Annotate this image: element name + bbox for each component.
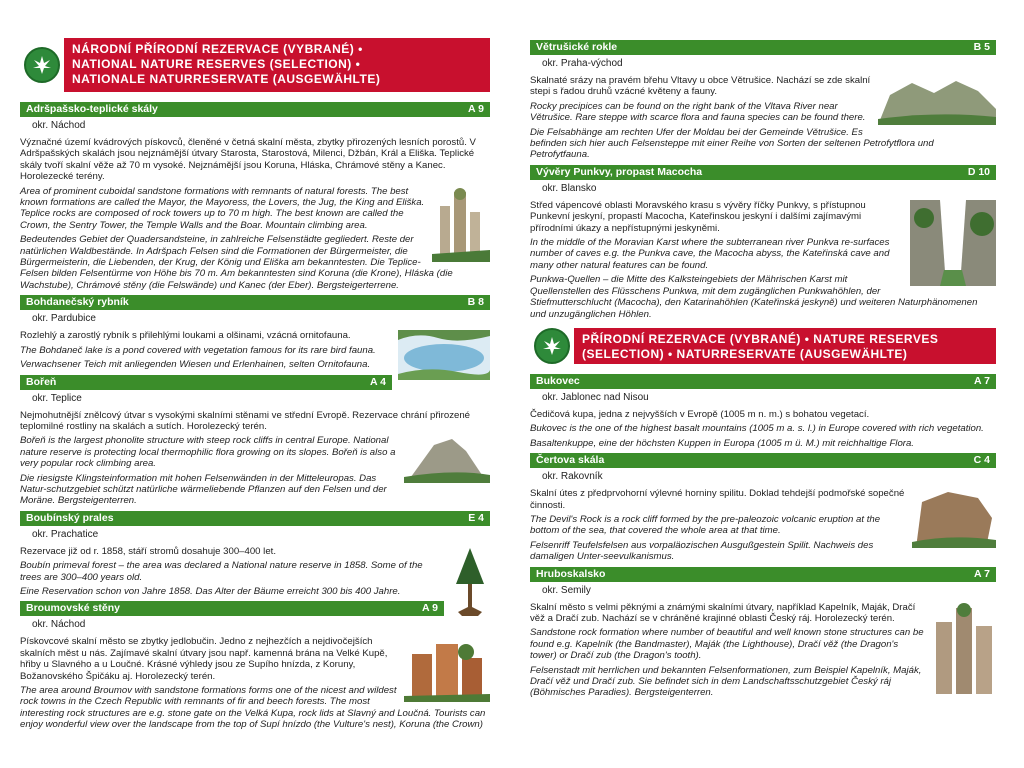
text-en: The Devil's Rock is a rock cliff formed by the pre-paleozoic volcanic eruption at the bottom of the sea, that covered the whole area at that time. — [530, 513, 881, 537]
district: okr. Teplice — [32, 392, 82, 404]
text-de: Die riesigste Klingsteinformation mit hohen Felsenwänden in der Mitteleuropas. Das Natur-schutzgebiet schützt natürliche wärmeliebende Pflanzen auf den Felsen und der Moräne. Bergsteigenterren. — [20, 472, 387, 507]
entry-certova-skala — [530, 453, 996, 562]
text-de: Basaltenkuppe, eine der höchsten Kuppen in Europa (1005 m ü. M.) mit reichhaltige Flora. — [530, 437, 914, 449]
text-cz: Skalní útes z předprvohorní výlevné horniny spilitu. Doklad tehdejší podmořské sopečné činnosti. — [530, 488, 905, 511]
sandstone-rocks-illustration — [404, 636, 490, 702]
text-cz: Rezervace již od r. 1858, stáří stromů dosahuje 300–400 let. — [20, 545, 276, 557]
cliff-illustration — [912, 488, 996, 548]
left-column — [20, 38, 490, 731]
leaf-icon — [541, 335, 563, 357]
text-de: Die Felsabhänge am rechten Ufer der Moldau bei der Gemeinde Větrušice. Es befinden sich hier auch Felsensteppe mit einer Reihe von Sorten der seltenen Petrofytflora und Petrofytfauna. — [530, 126, 934, 161]
rock-hill-illustration — [404, 435, 490, 483]
rock-towers-illustration — [432, 186, 490, 262]
entry-broumov — [20, 601, 490, 731]
district: okr. Blansko — [542, 182, 597, 194]
entry-title-bar: Bukovec A 7 — [530, 374, 996, 389]
district: okr. Semily — [542, 584, 591, 596]
text-de: Bedeutendes Gebiet der Quadersandsteine, in zahlreiche Felsenstädte gegliedert. Reste der natürlichen Waldbestände. In Adršpach Felsen sind die Formationen der Bürgermeister, die Bürgermeisterin, die Liebenden, der Krug, der König und Eliška am bekanntesten. Die Teplice-Felsen bilden Felsentürme von Höhe bis 70 m. Am bekanntesten sind Koruna (die Krone), Hláska (die Wachstube), Chrámové stěny (die Felswände) und Kanec (der Eber). Bergsteigerterrene. — [20, 234, 453, 291]
rock-city-illustration — [932, 602, 996, 694]
text-cz: Skalnaté srázy na pravém břehu Vltavy u obce Větrušice. Nachází se zde skalní stepi s řadou druhů vzácné květeny a fauny. — [530, 75, 871, 98]
text-en: Sandstone rock formation where number of beautiful and well known stone structures can be found e.g. Kapelník (the Bandmaster), Maják (the Lighthouse), Dračí věž (the Dragon's tower) or Dračí zub (the Dragon's tooth). — [530, 627, 924, 662]
rocky-slope-illustration — [878, 75, 996, 125]
entry-boren — [20, 375, 490, 507]
text-cz: Skalní město s velmi pěknými a známými skalními útvary, například Kapelník, Maják, Dračí věž a Dračí zub. Nachází se v chráněné krajinné oblasti Český ráj. Horolezecký terén. — [530, 601, 916, 624]
text-en: Bořeň is the largest phonolite structure with steep rock cliffs in central Europe. National nature reserve is protecting local thermophilic flora growing on its slopes. Bořeň is also a very popular rock climbing area. — [20, 435, 396, 470]
entry-boubin — [20, 511, 490, 598]
leaf-icon — [31, 54, 53, 76]
text-cz: Střed vápencové oblasti Moravského krasu s vývěry říčky Punkvy, s přístupnou Punkevní jeskyní, propastí Macocha, Kateřinskou jeskyní i dalšími zajímavými přírodními úkazy a nepřístupnými jeskyněmi. — [530, 199, 866, 234]
entry-title-bar: Boubínský prales E 4 — [20, 511, 490, 526]
text-en: The Bohdaneč lake is a pond covered with vegetation famous for its rare bird fauna. — [20, 344, 376, 356]
section-header-national — [20, 38, 490, 92]
district: okr. Náchod — [32, 120, 86, 131]
text-en: Area of prominent cuboidal sandstone formations with remnants of natural forests. The best known formations are called the Mayor, the Mayoress, the Lovers, the Jug, the King and Eliška. Teplice rocks are composed of rock towers up to 70 m high. The best known are called the Crown, the Sentry Tower, the Temple Walls and the Boar. Mountain climbing area. — [20, 185, 425, 231]
district: okr. Náchod — [32, 619, 86, 631]
district: okr. Jablonec nad Nisou — [542, 391, 649, 403]
spruce-tree-illustration — [450, 546, 490, 618]
entry-bohdanec — [20, 295, 490, 370]
text-en: The area around Broumov with sandstone formations forms one of the nicest and wildest rock towns in the Czech Republic with remnants of fir and beech forests. The most interesting rock structures are e.g. stone gate on the Velká Kupa, rock lids at Slavný and Loučná. Tourists can enjoy wonderful view over the landscape from the top of Supí hnízdo (the Vulture's nest), Koruna (the Crown) — [20, 685, 486, 731]
district: okr. Pardubice — [32, 313, 96, 325]
text-en: Boubín primeval forest – the area was declared a National nature reserve in 1858. Some of the trees are 300–400 years old. — [20, 560, 423, 583]
entry-title-bar: Hruboskalsko A 7 — [530, 567, 996, 582]
district: okr. Rakovník — [542, 471, 603, 483]
text-en: In the middle of the Moravian Karst where the subterranean river Punkva re-surfaces number of caves e.g. the Punkva cave, the Macocha abyss, the Kateřinská cave and many other natural features can be found. — [530, 237, 890, 271]
entry-punkva — [530, 165, 996, 320]
entry-hruboskalsko — [530, 567, 996, 699]
entry-title-bar: Bohdanečský rybník B 8 — [20, 295, 490, 310]
text-cz: Nejmohutnější znělcový útvar s vysokými skalními stěnami ve střední Evropě. Rezervace chrání přirozené teplomilné rostliny na skalách a sutích. Horolezecký terén. — [20, 409, 471, 432]
entry-bukovec — [530, 374, 996, 449]
entry-title-bar: Adršpašsko-teplické skály A 9 — [20, 102, 490, 117]
district: okr. Praha-východ — [542, 58, 623, 69]
entry-title-bar: Bořeň A 4 — [20, 375, 392, 390]
text-de: Felsenriff Teufelsfelsen aus vorpaläozischen Ausgußgestein Spilit. Nachweis des damaligen Unter-seevulkanismus. — [530, 539, 874, 563]
entry-title-bar: Čertova skála C 4 — [530, 453, 996, 468]
entry-adrspach — [20, 102, 490, 291]
entry-title-bar: Broumovské stěny A 9 — [20, 601, 444, 616]
pond-illustration — [398, 330, 490, 380]
leaf-logo — [530, 328, 574, 364]
section-header-reserves — [530, 328, 996, 364]
text-cz: Čedičová kupa, jedna z nejvyšších v Evropě (1005 m n. m.) s bohatou vegetací. — [530, 408, 870, 420]
right-column — [530, 40, 996, 702]
text-en: Bukovec is the one of the highest basalt mountains (1005 m a. s. l.) in Europe covered with rich vegetation. — [530, 423, 984, 435]
text-de: Punkwa-Quellen – die Mitte des Kalksteingebiets der Mährischen Karst mit Quellenstellen des Flüsschens Punkwa, mit dem zugänglichen Punkwahöhlen, der Stiefmutterschlucht (Macocha), den Katarinahöhlen (Kateřinská jeskyně) und weiteren Naturphänomenen und unzugänglichen Höhlen. — [530, 274, 978, 320]
section-title: NÁRODNÍ PŘÍRODNÍ REZERVACE (VYBRANÉ) • NATIONAL NATURE RESERVES (SELECTION) • NATIONALE NATURRESERVATE (AUSGEWÄHLTE) — [64, 38, 490, 92]
text-cz: Rozlehlý a zarostlý rybník s přilehlými loukami a olšinami, vzácná ornitofauna. — [20, 330, 351, 342]
abyss-illustration — [910, 200, 996, 286]
text-en: Rocky precipices can be found on the right bank of the Vltava River near Větrušice. Rare steppe with scarce flora and fauna species can be found there. — [530, 100, 866, 124]
text-de: Verwachsener Teich mit anliegenden Wiesen und Erlenhainen, selten Ornitofauna. — [20, 359, 371, 371]
text-de: Eine Reservation schon von Jahre 1858. Das Alter der Bäume erreicht 300 bis 400 Jahre. — [20, 585, 401, 597]
leaf-logo — [20, 38, 64, 92]
section-title: PŘÍRODNÍ REZERVACE (VYBRANÉ) • NATURE RESERVES (SELECTION) • NATURRESERVATE (AUSGEWÄHLTE) — [574, 328, 996, 364]
text-cz: Pískovcové skalní město se zbytky jedlobučin. Jedno z nejhezčích a nejdivočejších skalních měst u nás. Zajímavé skalní útvary jsou např. kamenná brána na Velké Kupě, hřiby u Slavného a u Loučné. Krásné výhledy jsou ze Supího hnízda, z Koruny, Božanovského Špičáku aj. Horolezecký terén. — [20, 636, 388, 682]
text-de: Felsenstadt mit herrlichen und bekannten Felsenformationen, zum Beispiel Kapelník, Maják, Dračí věž und Dračí zub. Sie befindet sich in dem Landschaftsschutzgebiet Český ráj (Böhmisches Paradies). Bergsteigenterren. — [530, 664, 922, 699]
district: okr. Prachatice — [32, 528, 99, 540]
text-cz: Význačné území kvádrových pískovců, členěné v četná skalní města, zbytky přirozených lesních porostů. V Adršpašských skalách jsou nejznámější útvary Starosta, Starostová, Milenci, Džbán, Král a Eliška. Teplické skály tvoří skalní věže až 70 m vysoké. Nejznámější jsou Koruna, Hláska, Chrámové stěny a Kanec. Horolezecké terény. — [20, 137, 476, 183]
entry-title-bar: Vývěry Punkvy, propast Macocha D 10 — [530, 165, 996, 180]
entry-vetrusice — [530, 40, 996, 161]
entry-title-bar: Větrušické rokle B 5 — [530, 40, 996, 55]
